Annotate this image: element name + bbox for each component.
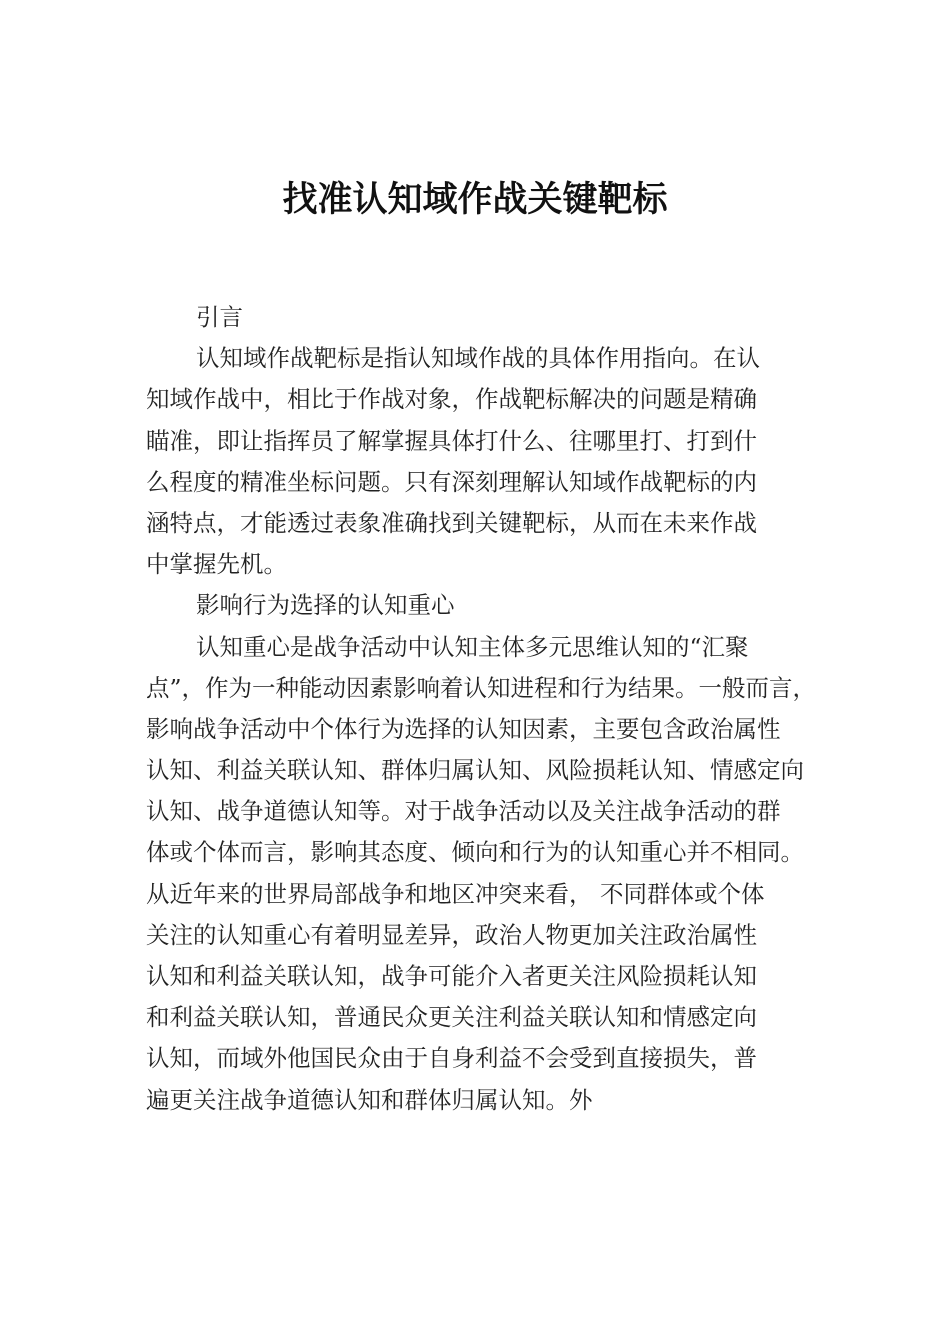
section-heading-cognitive-center: 影响行为选择的认知重心	[196, 591, 455, 620]
paragraph-line: 知域作战中，相比于作战对象，作战靶标解决的问题是精确	[146, 385, 757, 414]
paragraph-line: 体或个体而言，影响其态度、倾向和行为的认知重心并不相同。	[146, 838, 804, 867]
paragraph-line: 涵特点，才能透过表象准确找到关键靶标，从而在未来作战	[146, 508, 757, 537]
paragraph-line: 影响战争活动中个体行为选择的认知因素，主要包含政治属性	[146, 714, 781, 743]
paragraph-line: 和利益关联认知，普通民众更关注利益关联认知和情感定向	[146, 1003, 757, 1032]
paragraph-line: 瞄准，即让指挥员了解掌握具体打什么、往哪里打、打到什	[146, 426, 757, 455]
paragraph-line: 认知、战争道德认知等。对于战争活动以及关注战争活动的群	[146, 797, 781, 826]
paragraph-line: 遍更关注战争道德认知和群体归属认知。外	[146, 1085, 593, 1114]
section-heading-intro: 引言	[196, 303, 243, 331]
paragraph-line: 认知，而域外他国民众由于自身利益不会受到直接损失，普	[146, 1044, 757, 1073]
paragraph-line: 点”，作为一种能动因素影响着认知进程和行为结果。一般而言，	[146, 673, 817, 702]
paragraph-line: 中掌握先机。	[146, 550, 287, 579]
paragraph-line: 从近年来的世界局部战争和地区冲突来看， 不同群体或个体	[146, 879, 765, 908]
paragraph-line: 关注的认知重心有着明显差异，政治人物更加关注政治属性	[146, 920, 757, 949]
paragraph-line: 么程度的精准坐标问题。只有深刻理解认知域作战靶标的内	[146, 467, 757, 496]
paragraph-line: 认知、利益关联认知、群体归属认知、风险损耗认知、情感定向	[146, 756, 804, 785]
paragraph-line: 认知域作战靶标是指认知域作战的具体作用指向。在认	[196, 344, 760, 373]
document-title: 找准认知域作战关键靶标	[282, 179, 668, 220]
paragraph-line: 认知和利益关联认知，战争可能介入者更关注风险损耗认知	[146, 962, 757, 990]
paragraph-line: 认知重心是战争活动中认知主体多元思维认知的“汇聚	[196, 632, 749, 661]
document-body	[146, 297, 836, 1121]
